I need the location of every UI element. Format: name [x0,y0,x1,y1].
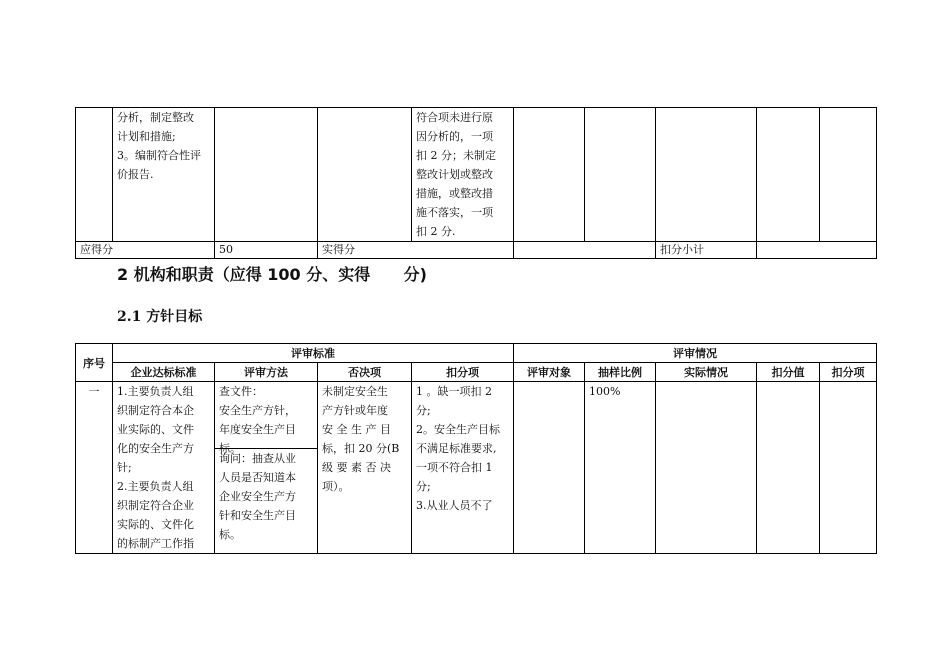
deduct-item-cell [820,108,877,242]
standard-cell: 分析，制定整改 计划和措施; 3。编制符合性评 价报告. [113,108,215,242]
sampling-ratio-header: 抽样比例 [585,363,656,382]
section-heading: 2 机构和职责（应得 100 分、实得 分) [117,265,427,284]
actual-score-label: 实得分 [318,242,514,259]
sampling-cell [585,108,656,242]
header-row [76,344,877,363]
review-object-cell [514,382,585,554]
review-standard-header: 评审标准 [113,344,514,363]
deduction-item-header: 扣分项 [412,363,514,382]
veto-item-header: 否决项 [318,363,412,382]
subheader-row [76,363,877,382]
review-table [75,343,877,554]
table-row [76,382,877,554]
review-method-cell [215,382,318,554]
review-status-header: 评审情况 [514,344,877,363]
score-summary-row [76,242,877,259]
deduction-subtotal-label: 扣分小计 [656,242,757,259]
subsection-heading: 2.1 方针目标 [117,309,203,325]
veto-cell [318,108,412,242]
previous-section-table [75,107,877,259]
sampling-ratio-cell: 100% [585,382,656,554]
review-object-cell [514,108,585,242]
due-score-value: 50 [215,242,318,259]
seq-header: 序号 [76,344,113,382]
deduction-col-cell [820,382,877,554]
deduction-col-header: 扣分项 [820,363,877,382]
actual-situation-header: 实际情况 [656,363,757,382]
deduction-value-cell [757,382,820,554]
seq-cell: 一 [76,382,113,554]
deduct-value-cell [757,108,820,242]
table-row [76,108,877,242]
review-method-header: 评审方法 [215,363,318,382]
deduction-subtotal-value [757,242,877,259]
method-inquiry: 询问：抽查从业 人员是否知道本 企业安全生产方 针和安全生产目 标。 [219,452,296,541]
actual-situation-cell [656,382,757,554]
method-document-check: 查文件： 安全生产方针， 年度安全生产目 标。 [215,382,317,449]
due-score-label: 应得分 [76,242,215,259]
deduction-cell: 符合项未进行原 因分析的，一项 扣 2 分；未制定 整改计划或整改 措施，或整改措 施不落实，一项 扣 2 分. [412,108,514,242]
veto-item-cell: 未制定安全生 产方针或年度 安 全 生 产 目 标，扣 20 分(B 级 要 素 否 决 项）。 [318,382,412,554]
deduction-item-cell: 1 。缺一项扣 2 分; 2。安全生产目标 不满足标准要求, 一项不符合扣 1 分; 3.从业人员不了 [412,382,514,554]
actual-score-value [514,242,656,259]
enterprise-standard-header: 企业达标标准 [113,363,215,382]
deduction-value-header: 扣分值 [757,363,820,382]
seq-cell [76,108,113,242]
review-object-header: 评审对象 [514,363,585,382]
method-cell [215,108,318,242]
actual-cell [656,108,757,242]
enterprise-standard-cell: 1.主要负责人组 织制定符合本企 业实际的、文件 化的安全生产方 针; 2.主要负责人组 织制定符合企业 实际的、文件化 的标制产工作指 [113,382,215,554]
